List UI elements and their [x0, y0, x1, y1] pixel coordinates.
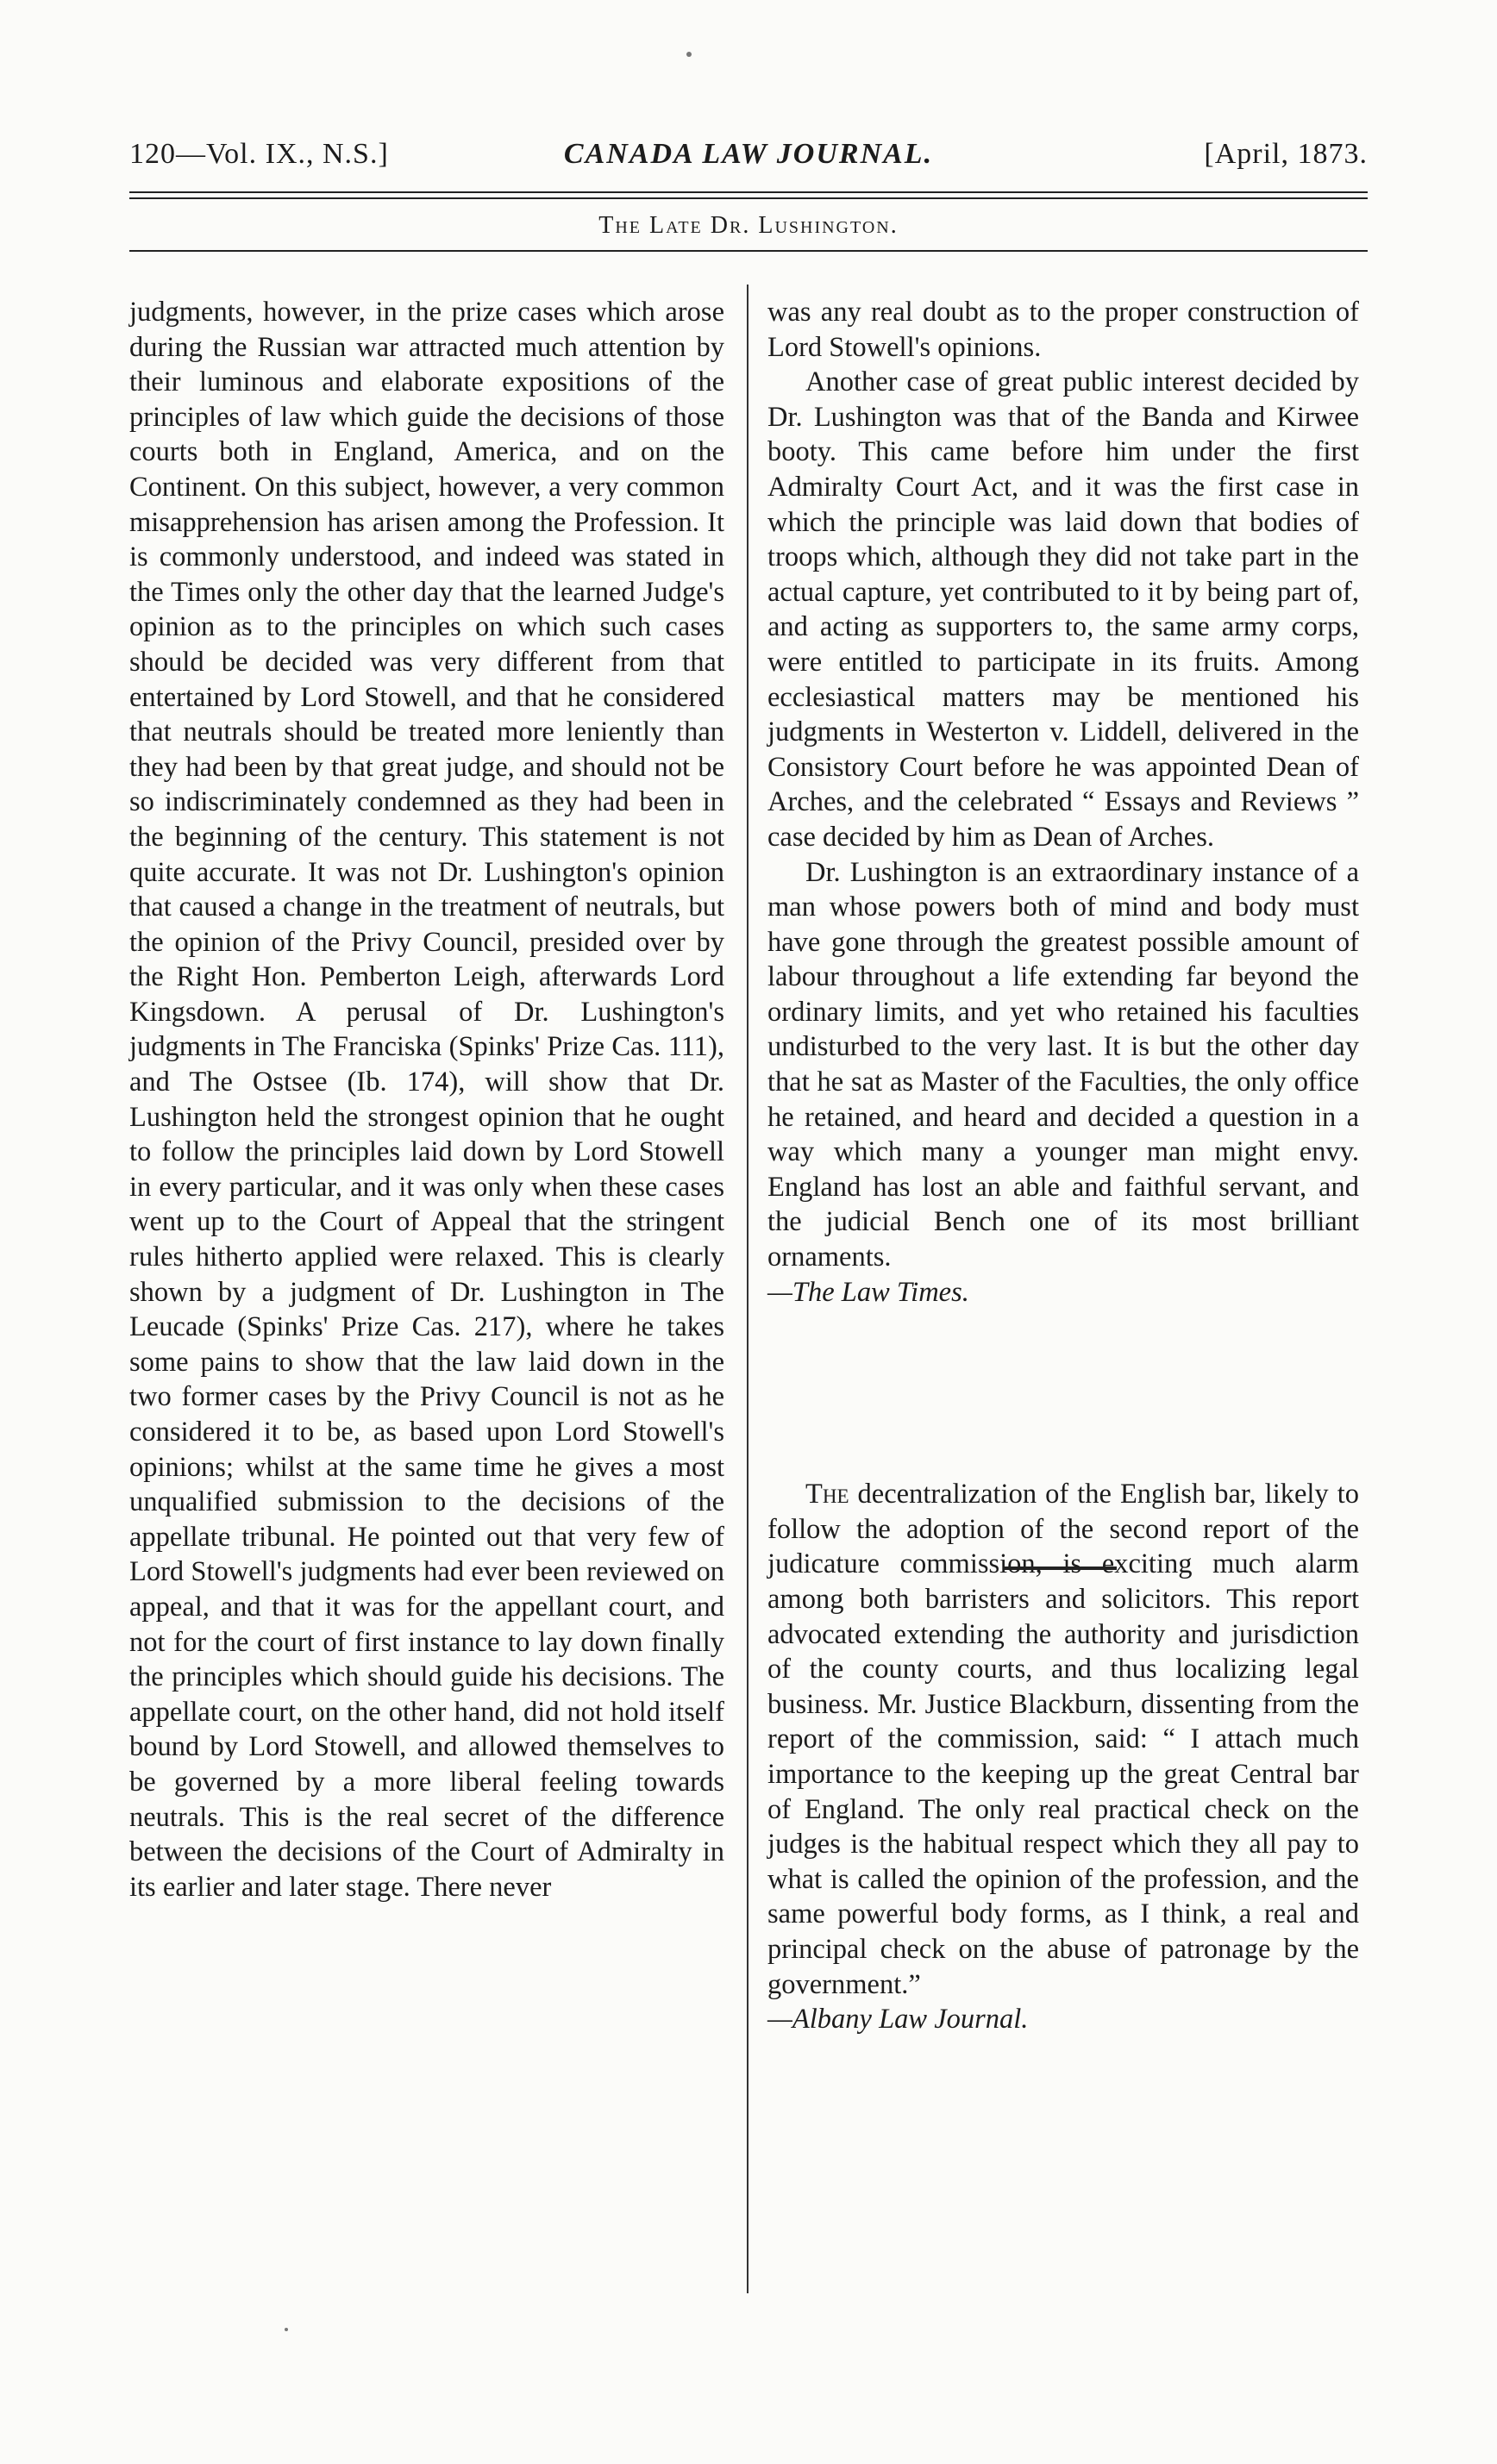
paper-speck: [285, 2328, 288, 2331]
signature-law-times: —The Law Times.: [767, 1276, 969, 1308]
header-rule-top: [129, 191, 1368, 193]
second-article-lead: The: [805, 1479, 849, 1510]
second-article-text: decentralization of the English bar, likely to follow the adoption of the second report of the judicature commission, is exciting much alarm among both barristers and solicitors. This report advocated extending the authority and jurisdiction of the county courts, and thus localizing legal business. Mr. Justice Blackburn, dissenting from the report of the commission, said: “ I attach much importance to the keeping up the great Central bar of England. The only real practical check on the judges is the habitual respect which they all pay to what is called the opinion of the profession, and the same powerful body forms, as I think, a real and principal check on the abuse of patronage by the government.”: [767, 1479, 1359, 2000]
running-header: [129, 138, 1368, 181]
volume-page-label: 120—Vol. IX., N.S.]: [129, 138, 389, 170]
section-spacer: [767, 1310, 1359, 1477]
right-paragraph-banda: Another case of great public interest decided by Dr. Lushington was that of the Banda and Kirwee booty. This came before him under the first Admiralty Court Act, and it was the first case in which the principle was laid down that bodies of troops which, although they did not take part in the actual capture, yet contributed to it by being part of, and acting as supporters to, the same army corps, were entitled to participate in its fruits. Among ecclesiastical matters may be mentioned his judgments in Westerton v. Liddell, delivered in the Consistory Court before he was appointed Dean of Arches, and the celebrated “ Essays and Reviews ” case decided by him as Dean of Arches.: [767, 366, 1359, 853]
section-ornament-rule: [1005, 1567, 1117, 1570]
paper-speck: [686, 52, 692, 57]
left-paragraph: judgments, however, in the prize cases which arose during the Russian war attracted much attention by their luminous and elaborate expositions of the principles of law which guide the decisions of those courts both in England, America, and on the Continent. On this subject, however, a very common misapprehension has arisen among the Profession. It is commonly understood, and indeed was stated in the Times only the other day that the learned Judge's opinion as to the principles on which such cases should be decided was very different from that entertained by Lord Stowell, and that he considered that neutrals should be treated more leniently than they had been by that great judge, and should not be so indiscriminately condemned as they had been in the beginning of the century. This statement is not quite accurate. It was not Dr. Lushington's opinion that caused a change in the treatment of neutrals, but the opinion of the Privy Council, presided over by the Right Hon. Pemberton Leigh, afterwards Lord Kingsdown. A perusal of Dr. Lushington's judgments in The Franciska (Spinks' Prize Cas. 111), and The Ostsee (Ib. 174), will show that Dr. Lushington held the strongest opinion that he ought to follow the principles laid down by Lord Stowell in every particular, and it was only when these cases went up to the Court of Appeal that the stringent rules hitherto applied were relaxed. This is clearly shown by a judgment of Dr. Lushington in The Leucade (Spinks' Prize Cas. 217), where he takes some pains to show that the law laid down in the two former cases by the Privy Council is not as he considered it to be, as based upon Lord Stowell's opinions; whilst at the same time he gives a most unqualified submission to the decisions of the appellate tribunal. He pointed out that very few of Lord Stowell's judgments had ever been reviewed on appeal, and that it was for the appellant court, and not for the court of first instance to lay down finally the principles which should guide his decisions. The appellate court, on the other hand, did not hold itself bound by Lord Stowell, and allowed themselves to be governed by a more liberal feeling towards neutrals. This is the real secret of the difference between the decisions of the Court of Admiralty in its earlier and later stage. There never: [129, 297, 724, 1903]
column-divider: [747, 285, 748, 2293]
journal-title: CANADA LAW JOURNAL.: [563, 138, 934, 170]
right-paragraph-continued: was any real doubt as to the proper construction of Lord Stowell's opinions.: [767, 297, 1359, 363]
header-rule-bottom: [129, 197, 1368, 199]
signature-albany: —Albany Law Journal.: [767, 2004, 1029, 2036]
article-title: The Late Dr. Lushington.: [598, 212, 899, 239]
right-column: [767, 295, 1359, 2037]
left-column: [129, 295, 724, 1904]
title-rule: [129, 250, 1368, 252]
issue-date: [April, 1873.: [1204, 138, 1368, 170]
right-paragraph-character: Dr. Lushington is an extraordinary instance of a man whose powers both of mind and body must have gone through the greatest possible amount of labour throughout a life extending far beyond the ordinary limits, and yet who retained his faculties undisturbed to the very last. It is but the other day that he sat as Master of the Faculties, the only office he retained, and heard and decided a question in a way which many a younger man might envy. England has lost an able and faithful servant, and the judicial Bench one of its most brilliant ornaments.: [767, 856, 1359, 1273]
second-article-paragraph: [767, 1477, 1359, 2002]
